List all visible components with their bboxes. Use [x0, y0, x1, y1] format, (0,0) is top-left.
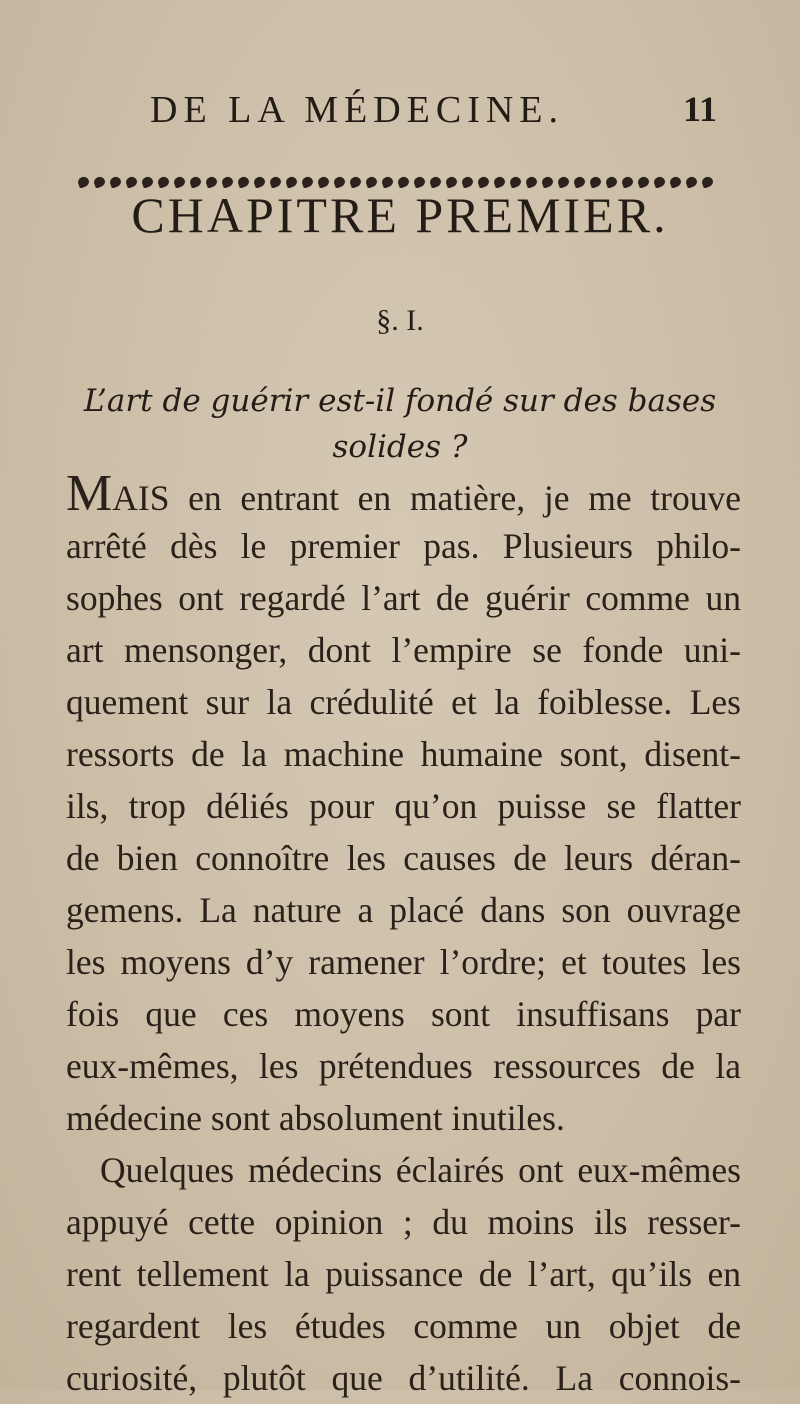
body-line: les moyens d’y ramener l’ordre; et toutes les	[66, 942, 741, 982]
body-line: eux-mêmes, les prétendues ressources de la	[66, 1046, 741, 1086]
body-line: appuyé cette opinion ; du moins ils resser-	[66, 1202, 741, 1242]
body-line: médecine sont absolument inutiles.	[66, 1098, 565, 1138]
running-title: DE LA MÉDECINE.	[150, 89, 565, 131]
body-line: art mensonger, dont l’empire se fonde uni-	[66, 630, 741, 670]
section-heading-line-1: L’art de guérir est-il fondé sur des bases	[83, 383, 717, 419]
chapter-title: CHAPITRE PREMIER.	[131, 187, 669, 243]
page-number: 11	[683, 89, 718, 129]
section-heading-line-2: solides ?	[332, 429, 468, 465]
section-number: §. I.	[376, 304, 424, 337]
body-line: arrêté dès le premier pas. Plusieurs philo-	[66, 526, 741, 566]
body-line: ressorts de la machine humaine sont, disent-	[66, 734, 741, 774]
body-line: quement sur la crédulité et la foiblesse. Les	[66, 682, 741, 722]
body-line: regardent les études comme un objet de	[66, 1306, 741, 1346]
body-line: Quelques médecins éclairés ont eux-mêmes	[100, 1150, 741, 1190]
body-line-1	[66, 465, 741, 522]
body-line: gemens. La nature a placé dans son ouvrage	[66, 890, 741, 930]
body-line: fois que ces moyens sont insuffisans par	[66, 994, 741, 1034]
body-line: sophes ont regardé l’art de guérir comme un	[66, 578, 741, 618]
body-line: rent tellement la puissance de l’art, qu’ils en	[66, 1254, 741, 1294]
body-line: de bien connoître les causes de leurs déran-	[66, 838, 741, 878]
body-line-1-text: AIS en entrant en matière, je me trouve	[112, 478, 741, 518]
body-line: curiosité, plutôt que d’utilité. La connois-	[66, 1358, 741, 1398]
body-text	[66, 465, 741, 1404]
section-heading	[0, 378, 800, 470]
running-head	[0, 88, 800, 138]
body-line: ils, trop déliés pour qu’on puisse se flatter	[66, 786, 741, 826]
drop-cap: M	[66, 465, 113, 522]
